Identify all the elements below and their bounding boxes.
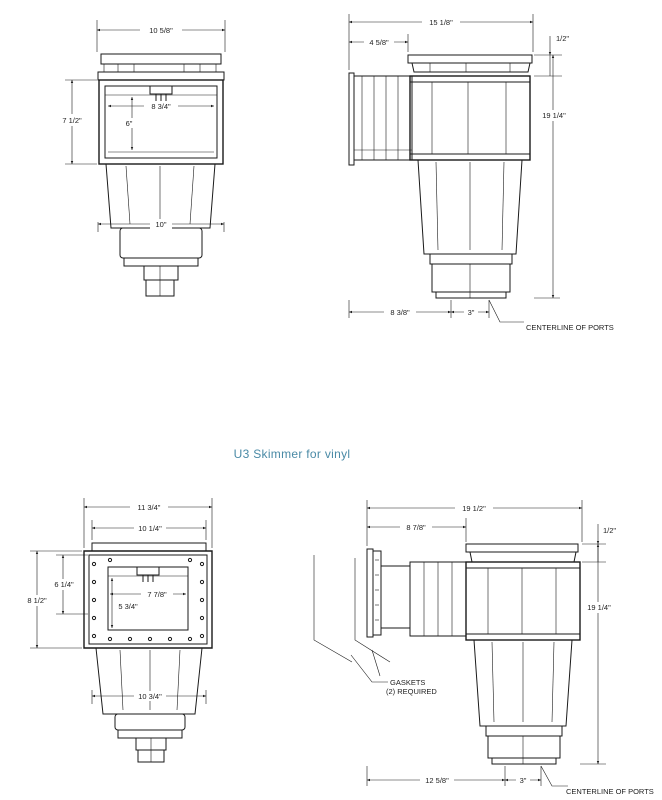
dim-overall-length: 15 1/8" xyxy=(429,18,453,27)
side-lid-b xyxy=(466,544,578,552)
collar xyxy=(98,72,224,80)
dim-ports-spacing: 3" xyxy=(467,308,475,317)
body xyxy=(106,164,215,228)
dim-inner-height: 6" xyxy=(125,119,133,128)
bottom-side-view xyxy=(314,500,654,796)
dim-total-height: 19 1/4" xyxy=(542,111,566,120)
dim-height: 7 1/2" xyxy=(62,116,82,125)
dim-total-height-b: 19 1/4" xyxy=(587,603,611,612)
dim-overall-width-b: 11 3/4" xyxy=(137,503,161,512)
gaskets-required-label: (2) REQUIRED xyxy=(386,687,437,696)
bottom-front-view xyxy=(22,498,212,762)
housing xyxy=(410,76,530,160)
dim-flange-to-lid: 4 5/8" xyxy=(369,38,389,47)
flange-plate xyxy=(84,551,212,648)
dim-lid-offset: 1/2" xyxy=(556,34,570,43)
dim-ports-spacing-b: 3" xyxy=(519,776,527,785)
side-lid xyxy=(408,55,532,63)
throat xyxy=(354,76,412,160)
dim-face-height-b: 6 1/4" xyxy=(54,580,74,589)
top-front-view xyxy=(58,20,225,296)
lid xyxy=(101,54,221,64)
gaskets-label: GASKETS xyxy=(390,678,426,687)
face-frame xyxy=(99,80,223,164)
dim-inner-height-b: 5 3/4" xyxy=(118,602,138,611)
dim-overall-width: 10 5/8" xyxy=(149,26,173,35)
dim-body-width-b: 10 3/4" xyxy=(138,692,162,701)
dim-inner-width-b: 7 7/8" xyxy=(147,590,167,599)
dim-height-b: 8 1/2" xyxy=(27,596,47,605)
centerline-label: CENTERLINE OF PORTS xyxy=(526,323,614,332)
dim-lid-offset-b: 1/2" xyxy=(603,526,617,535)
centerline-label-b: CENTERLINE OF PORTS xyxy=(566,787,654,796)
dim-inner-width: 8 3/4" xyxy=(151,102,171,111)
dim-overall-length-b: 19 1/2" xyxy=(462,504,486,513)
dim-flange-to-lid-b: 8 7/8" xyxy=(406,523,426,532)
dim-ports-offset: 8 3/8" xyxy=(390,308,410,317)
dim-upper-width-b: 10 1/4" xyxy=(138,524,162,533)
lid-b xyxy=(92,543,206,551)
top-side-view xyxy=(349,14,614,332)
dim-ports-offset-b: 12 5/8" xyxy=(425,776,449,785)
dim-body-width: 10" xyxy=(155,220,167,229)
pool-wall xyxy=(314,555,352,662)
caption: U3 Skimmer for vinyl xyxy=(233,447,351,461)
